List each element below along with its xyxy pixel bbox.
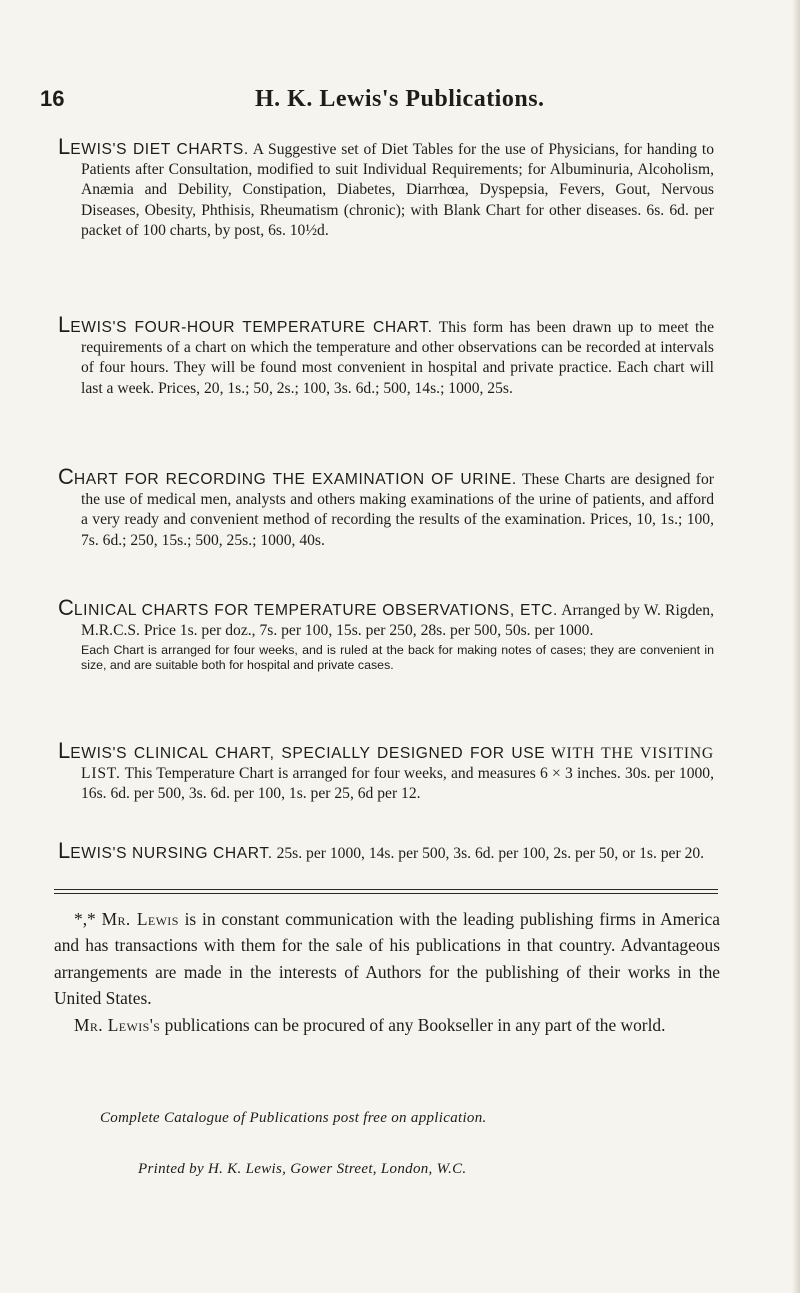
divider-rule [54,893,718,894]
entry-initial: L [58,312,71,337]
entry-clinical-charts [58,595,714,672]
entry-initial: C [58,595,74,620]
entry-nursing-chart [58,838,714,864]
publisher-notice [54,906,720,1038]
entry-body: These Charts are designed for the use of medical men, analysts and others making examinations of the urine of patients, and afford a very ready and convenient method of recording the results of the examination. Prices, 10, 1s.; 100, 7s. 6d.; 250, 15s.; 500, 25s.; 1000, 40s. [81,471,714,549]
entry-initial: C [58,464,74,489]
entry-body: 25s. per 1000, 14s. per 500, 3s. 6d. per 100, 2s. per 50, or 1s. per 20. [272,845,705,862]
running-title: H. K. Lewis's Publications. [255,86,545,112]
notice-text: publications can be procured of any Bookseller in any part of the world. [160,1014,666,1035]
entry-body: A Suggestive set of Diet Tables for the use of Physicians, for handing to Patients after Consultation, modified to suit Individual Requirements; for Albuminuria, Alcoholism, Anæmia and Debility, Constipation, Diabetes, Diarrhœa, Dyspepsia, Fevers, Gout, Nervous Diseases, Obesity, Phthisis, Rheumatism (chronic); with Blank Chart for other diseases. 6s. 6d. per packet of 100 charts, by post, 6s. 10½d. [81,141,714,239]
entry-body: This Temperature Chart is arranged for four weeks, and measures 6 × 3 inches. 30s. per 1000, 16s. 6d. per 500, 3s. 6d. per 100, 1s. per 25, 6d per 12. [81,765,714,803]
page-header [40,86,740,120]
notice-name: Mr. Lewis's [74,1014,161,1035]
page-edge [792,0,800,1293]
catalogue-line: Complete Catalogue of Publications post free on application. [100,1110,487,1126]
notice-name: Mr. Lewis [101,909,179,929]
entry-body: This form has been drawn up to meet the requirements of a chart on which the temperature and other observations can be recorded at intervals of four hours. They will be found most convenient in hospital and private practice. Each chart will last a week. Prices, 20, 1s.; 50, 2s.; 100, 3s. 6d.; 500, 14s.; 1000, 25s. [81,319,714,397]
entry-four-hour-chart [58,312,714,399]
entry-heading: HART FOR RECORDING THE EXAMINATION OF URINE. [73,471,517,488]
entry-heading: EWIS'S NURSING CHART. [70,845,273,862]
notice-text: is in constant communication with the leading publishing firms in America and has transactions with them for the sale of his publications in that country. Advantageous arrangements are made in the interests of Authors for the publishing of their works in the United States. [54,909,720,1009]
entry-heading-continued: WITH THE VISITING LIST. [81,745,714,783]
entry-initial: L [58,738,71,763]
entry-heading: EWIS'S DIET CHARTS. [70,141,249,158]
printer-line: Printed by H. K. Lewis, Gower Street, London, W.C. [138,1161,467,1177]
entry-heading: EWIS'S CLINICAL CHART, SPECIALLY DESIGNED FOR USE [70,745,546,762]
entry-visiting-list-chart [58,738,714,805]
entry-urine-chart [58,464,714,551]
entry-heading: LINICAL CHARTS FOR TEMPERATURE OBSERVATIONS, ETC. [73,602,558,619]
entry-note: Each Chart is arranged for four weeks, and is ruled at the back for making notes of cases; they are convenient in size, and are suitable both for hospital and private cases. [81,643,714,672]
page-number: 16 [40,86,65,111]
entry-body: Arranged by W. Rigden, M.R.C.S. Price 1s. per doz., 7s. per 100, 15s. per 250, 28s. per 500, 50s. per 1000. [81,602,714,640]
entry-initial: L [58,134,71,159]
notice-mark: *,* [74,909,96,929]
entry-heading: EWIS'S FOUR-HOUR TEMPERATURE CHART. [70,319,433,336]
entry-diet-charts [58,134,714,241]
entry-initial: L [58,838,71,863]
divider-rule [54,889,718,890]
